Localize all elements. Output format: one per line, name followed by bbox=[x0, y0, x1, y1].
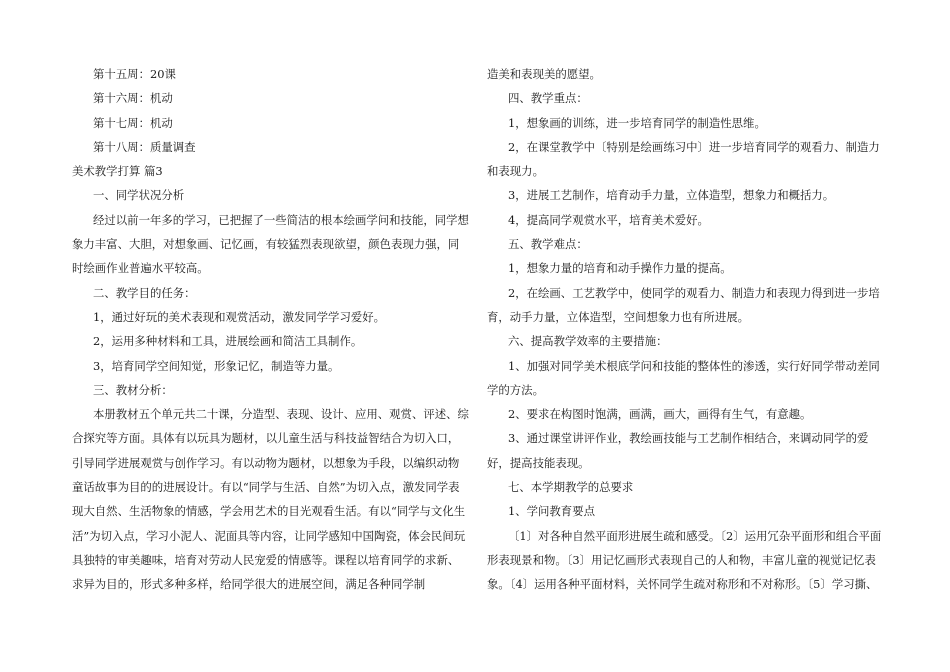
paragraph-continuation: 造美和表现美的愿望。 bbox=[487, 67, 601, 81]
section-heading-2: 二、教学目的任务： bbox=[93, 285, 196, 300]
student-analysis-paragraph: 经过以前一年多的学习，已把握了一些简洁的根本绘画学问和技能，同学想象力丰富、大胆，对想象画、记忆画，有较猛烈表现欲望，颜色表现力强，同时绘画作业普遍水平较高。 bbox=[72, 212, 469, 276]
goal-item-1: 1，通过好玩的美术表现和观赏活动，激发同学学习爱好。 bbox=[93, 309, 386, 324]
section-heading-7: 七、本学期教学的总要求 bbox=[508, 480, 634, 495]
measure-item-3: 3、通过课堂讲评作业，教绘画技能与工艺制作相结合，来调动同学的爱好，提高技能表现。 bbox=[487, 431, 869, 470]
schedule-week-15: 第十五周：20课 bbox=[93, 67, 176, 81]
section-heading-6: 六、提高教学效率的主要措施： bbox=[508, 334, 668, 349]
goal-item-2: 2，运用多种材料和工具，进展绘画和简洁工具制作。 bbox=[93, 334, 363, 349]
difficulty-item-2: 2，在绘画、工艺教学中，使同学的观看力、制造力和表现力得到进一步培育，动手力量，立体造型，空间想象力也有所进展。 bbox=[487, 285, 880, 324]
schedule-week-17: 第十七周：机动 bbox=[93, 115, 173, 130]
measure-item-2: 2、要求在构图时饱满，画满，画大，画得有生气，有意趣。 bbox=[508, 407, 812, 422]
focus-item-1: 1，想象画的训练，进一步培育同学的制造性思维。 bbox=[508, 115, 766, 130]
focus-item-4: 4，提高同学观赏水平，培育美术爱好。 bbox=[508, 212, 709, 227]
section-heading-1: 一、同学状况分析 bbox=[93, 188, 185, 203]
measure-item-1: 1、加强对同学美术根底学问和技能的整体性的渗透，实行好同学带动差同学的方法。 bbox=[487, 358, 880, 397]
focus-item-3: 3，进展工艺制作，培育动手力量，立体造型，想象力和概括力。 bbox=[508, 188, 835, 203]
left-column bbox=[72, 62, 470, 597]
textbook-analysis-paragraph: 本册教材五个单元共二十课，分造型、表现、设计、应用、观赏、评述、综合探究等方面。具体有以玩具为题材，以儿童生活与科技益智结合为切入口，引导同学进展观赏与创作学习。有以动物为题材，以想象为手段，以编织动物童话故事为目的的进展设计。有以“同学与生活、自然”为切入点，激发同学表现大自然、生活物象的情感，学会用艺术的目光观看生活。有以“同学与文化生活”为切入点，学习小泥人、泥面具等内容，让同学感知中国陶瓷，体会民间玩具独特的审美趣味，培育对劳动人民宠爱的情感等。课程以培育同学的求新、求异为目的，形式多种多样，给同学很大的进展空间，满足各种同学制 bbox=[72, 407, 469, 592]
section-heading-4: 四、教学重点： bbox=[508, 91, 588, 106]
schedule-week-16: 第十六周：机动 bbox=[93, 91, 173, 106]
right-column bbox=[487, 62, 885, 597]
section-heading-5: 五、教学难点： bbox=[508, 237, 588, 252]
difficulty-item-1: 1，想象力量的培育和动手操作力量的提高。 bbox=[508, 261, 732, 276]
section-heading-3: 三、教材分析： bbox=[93, 382, 173, 397]
plan-title: 美术教学打算 篇3 bbox=[72, 164, 163, 179]
goal-item-3: 3，培育同学空间知觉，形象记忆，制造等力量。 bbox=[93, 358, 340, 373]
subheading-knowledge-points: 1、学问教育要点 bbox=[508, 504, 595, 519]
knowledge-points-paragraph: 〔1〕对各种自然平面形进展生疏和感受。〔2〕运用冗杂平面形和组合平面形表现景和物。〔3〕用记忆画形式表现自己的人和物，丰富儿童的视觉记忆表象。〔4〕运用各种平面材料，关怀同学生疏对称形和不对称形。〔5〕学习撕、 bbox=[487, 528, 882, 592]
schedule-week-18: 第十八周：质量调查 bbox=[93, 139, 196, 154]
focus-item-2: 2，在课堂教学中〔特别是绘画练习中〕进一步培育同学的观看力、制造力和表现力。 bbox=[487, 139, 880, 179]
